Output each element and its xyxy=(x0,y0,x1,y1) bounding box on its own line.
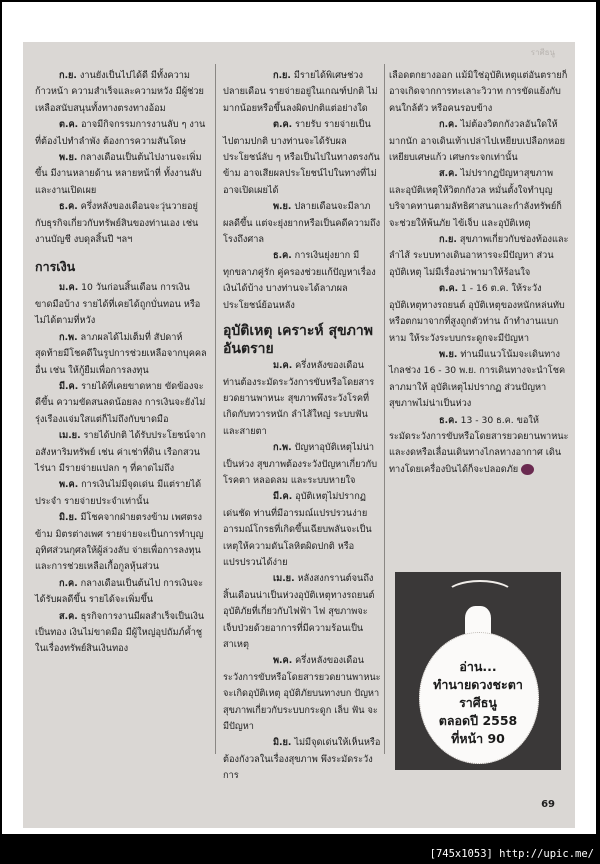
page-number: 69 xyxy=(541,799,555,810)
paragraph: ธ.ค. การเงินยุ่งยาก มีทุกขลาภคู่รัก คู่ครองช่วยแก้ปัญหาเรื่องเงินได้บ้าง บางท่านจะได้ลาภผลประโยชน์ย้อนหลัง xyxy=(223,250,376,311)
paragraph: ส.ค. ธุรกิจการงานมีผลสำเร็จเป็นเงินเป็นทอง เงินไม่ขาดมือ มีผู้ใหญ่อุปถัมภ์ค้ำชูในเรื่องทรัพย์สินเงินทอง xyxy=(35,610,205,655)
paragraph: ก.ย. สุขภาพเกี่ยวกับช่องท้องและลำไส้ ระบบทางเดินอาหารจะมีปัญหา ส่วนอุบัติเหตุ ไม่มีเรื่องน่าพามาให้ร้อนใจ xyxy=(389,234,569,278)
column-3 xyxy=(389,68,569,478)
magazine-page xyxy=(23,42,575,828)
end-mark-icon xyxy=(521,464,534,475)
paragraph: พ.ค. ครึ่งหลังของเดือน ระวังการขับหรือโดยสารยวดยานพาหนะ จะเกิดอุบัติเหตุ อุบัติภัยบนทางบก ปัญหาสุขภาพเกี่ยวกับระบบกระดูก เล็บ ฟัน จะมีปัญหา xyxy=(223,655,381,733)
paragraph: เม.ย. รายได้ปกติ ได้รับประโยชน์จากอสังหาริมทรัพย์ เช่น ค่าเช่าที่ดิน เรือกสวนไร่นา มีรายจ่ายแปลก ๆ ที่คาดไม่ถึง xyxy=(35,430,206,474)
column-1 xyxy=(35,68,207,658)
paragraph: ต.ค. รายรับ รายจ่ายเป็นไปตามปกติ บางท่านจะได้รับผลประโยชน์ลับ ๆ หรือเป็นไปในทางตรงกันข้าม อาจเสียผลประโยชน์ไปในทางที่ไม่อาจเปิดเผยได้ xyxy=(223,119,380,196)
paragraph: ต.ค. อาจมีกิจกรรมการงานลับ ๆ งานที่ต้องไปทำลำพัง ต้องการความสันโดษ xyxy=(35,119,206,147)
paragraph: ก.ย. มีรายได้พิเศษช่วงปลายเดือน รายจ่ายอยู่ในเกณฑ์ปกติ ไม่มากน้อยหรือขึ้นลงผิดปกติแต่อย่างใด xyxy=(223,70,378,114)
paragraph: พ.ย. ปลายเดือนจะมีลาภผลดีขึ้น แต่จะยุ่งยากหรือเป็นคดีความถึงโรงถึงศาล xyxy=(223,201,381,246)
paragraph: มี.ค. อุบัติเหตุไม่ปรากฏเด่นชัด ท่านที่มีอารมณ์แปรปรวนง่าย อารมณ์โกรธที่เกิดขึ้นเฉียบพลันจะเป็นเหตุให้ความดันโลหิตผิดปกติ หรือแปรปรวนได้ง่าย xyxy=(223,491,372,568)
column-divider xyxy=(384,64,385,754)
page-frame xyxy=(2,2,596,834)
paragraph: เลือดตกยางออก แม้มิใช่อุบัติเหตุแต่อันตรายก็อาจเกิดจากการทะเลาะวิวาท การขัดแย้งกับคนใกล้ตัว หรือคนรอบข้าง xyxy=(389,70,568,114)
paragraph: ม.ค. ครึ่งหลังของเดือนท่านต้องระมัดระวังการขับหรือโดยสารยวดยานพาหนะ สุขภาพพึงระวังโรคที่เกิดกับทวารหนัก ลำไส้ใหญ่ ระบบฟันและสายตา xyxy=(223,360,375,437)
paragraph: พ.ย. กลางเดือนเป็นต้นไปงานจะเพิ่มขึ้น มีงานหลายด้าน หลายหน้าที่ ทั้งงานลับและงานเปิดเผย xyxy=(35,152,202,196)
paragraph: มิ.ย. มีโชคจากฝ่ายตรงข้าม เพศตรงข้าม มิตรต่างเพศ รายจ่ายจะเป็นการทำบุญอุทิศส่วนกุศลให้ผู้ล่วงลับ จ่ายเพื่อการลงทุน และการช่วยเหลือเกื้อกูลหุ้นส่วน xyxy=(35,512,204,573)
column-divider xyxy=(215,64,216,754)
paragraph: ก.ค. กลางเดือนเป็นต้นไป การเงินจะได้รับผลดีขึ้น รายได้จะเพิ่มขึ้น xyxy=(35,577,204,606)
promo-text: อ่าน... ทำนายดวงชะตา ราศีธนู ตลอดปี 2558 ที่หน้า 90 xyxy=(433,659,523,746)
column-2 xyxy=(223,68,381,785)
paragraph: ก.ค. ไม่ต้องวิตกกังวลอันใดให้มากนัก อาจเดินเท้าเปล่าไปเหยียบเปลือกหอย เหยียบเศษแก้ว เศษกระจกเท่านั้น xyxy=(389,119,565,164)
paragraph: เม.ย. หลังสงกรานต์จนถึงสิ้นเดือนน่าเป็นห่วงอุบัติเหตุทางรถยนต์ อุบัติภัยที่เกี่ยวกับไฟฟ้า ไฟ สุขภาพจะเจ็บป่วยด้วยอาการที่มีความร้อนเป็นสาเหตุ xyxy=(223,573,375,650)
paragraph: ก.พ. ปัญหาอุบัติเหตุไม่น่าเป็นห่วง สุขภาพต้องระวังปัญหาเกี่ยวกับโรคตา หลอดลม และระบบหายใจ xyxy=(223,442,378,486)
image-watermark: [745x1053] http://upic.me/ xyxy=(429,848,594,860)
paragraph: ส.ค. ไม่ปรากฏปัญหาสุขภาพและอุบัติเหตุให้วิตกกังวล หมั่นตั้งใจทำบุญบริจาคทานตามลัทธิศาสนาและกำลังทรัพย์ก็จะช่วยให้พ้นภัย ไข้เจ็บ และอุบัติเหตุ xyxy=(389,168,562,229)
paragraph: พ.ย. ท่านมีแนวโน้มจะเดินทางไกลช่วง 16 - 30 พ.ย. การเดินทางจะนำโชคลาภมาให้ อุบัติเหตุไม่ปรากฏ ส่วนปัญหาสุขภาพไม่น่าเป็นห่วง xyxy=(389,348,566,410)
paragraph: ต.ค. 1 - 16 ต.ค. ให้ระวังอุบัติเหตุทางรถยนต์ อุบัติเหตุของหนักหล่นทับ หรือตกมาจากที่สูงถูกตัวท่าน ถ้าทำงานแบกหาม ให้ระวังระบบกระดูกจะมีปัญหา xyxy=(389,283,565,344)
section-heading-finance: การเงิน xyxy=(35,259,76,275)
header-faint: ราศีธนู xyxy=(530,48,555,57)
paragraph: มิ.ย. ไม่มีจุดเด่นให้เห็นหรือต้องกังวลในเรื่องสุขภาพ พึงระมัดระวังการ xyxy=(223,737,381,782)
section-heading-health: อุบัติเหตุ เคราะห์ สุขภาพ อันตราย xyxy=(223,323,373,358)
paragraph: ก.พ. ลาภผลได้ไม่เต็มที่ สัปดาห์สุดท้ายมีโชคดีในรูปการช่วยเหลือจากบุคคลอื่น เช่น ให้กู้ยืมเพื่อการลงทุน xyxy=(35,331,207,376)
paragraph: ธ.ค. ครึ่งหลังของเดือนจะวุ่นวายอยู่กับธุรกิจเกี่ยวกับทรัพย์สินของท่านเอง เช่น งานบัญชี งบดุลสิ้นปี ฯลฯ xyxy=(35,201,199,246)
promo-box xyxy=(395,572,561,770)
paragraph: ก.ย. งานยังเป็นไปได้ดี มีทั้งความก้าวหน้า ความสำเร็จและความหวัง มีผู้ช่วยเหลือสนับสนุนทั้งทางตรงทางอ้อม xyxy=(35,70,204,114)
paragraph: พ.ค. การเงินไม่มีจุดเด่น มีแต่รายได้ประจำ รายจ่ายประจำเท่านั้น xyxy=(35,479,202,507)
paragraph: ม.ค. 10 วันก่อนสิ้นเดือน การเงินขาดมือบ้าง รายได้ที่เคยได้ถูกบั่นทอน หรือไม่ได้ตามที่หวัง xyxy=(35,282,201,327)
paragraph: มี.ค. รายได้ที่เคยขาดหาย ขัดข้องจะดีขึ้น ความขัดสนลดน้อยลง การเงินจะยังไม่รุ่งเรืองแจ่มใสแต่ก็ไม่ถึงกับขาดมือ xyxy=(35,380,206,425)
paragraph: ธ.ค. 13 - 30 ธ.ค. ขอให้ระมัดระวังการขับหรือโดยสารยวดยานพาหนะ และงดหรือเลื่อนเดินทางไกลทางอากาศ เดินทางโดยเครื่องบินได้ก็จะปลอดภัย xyxy=(389,414,569,475)
